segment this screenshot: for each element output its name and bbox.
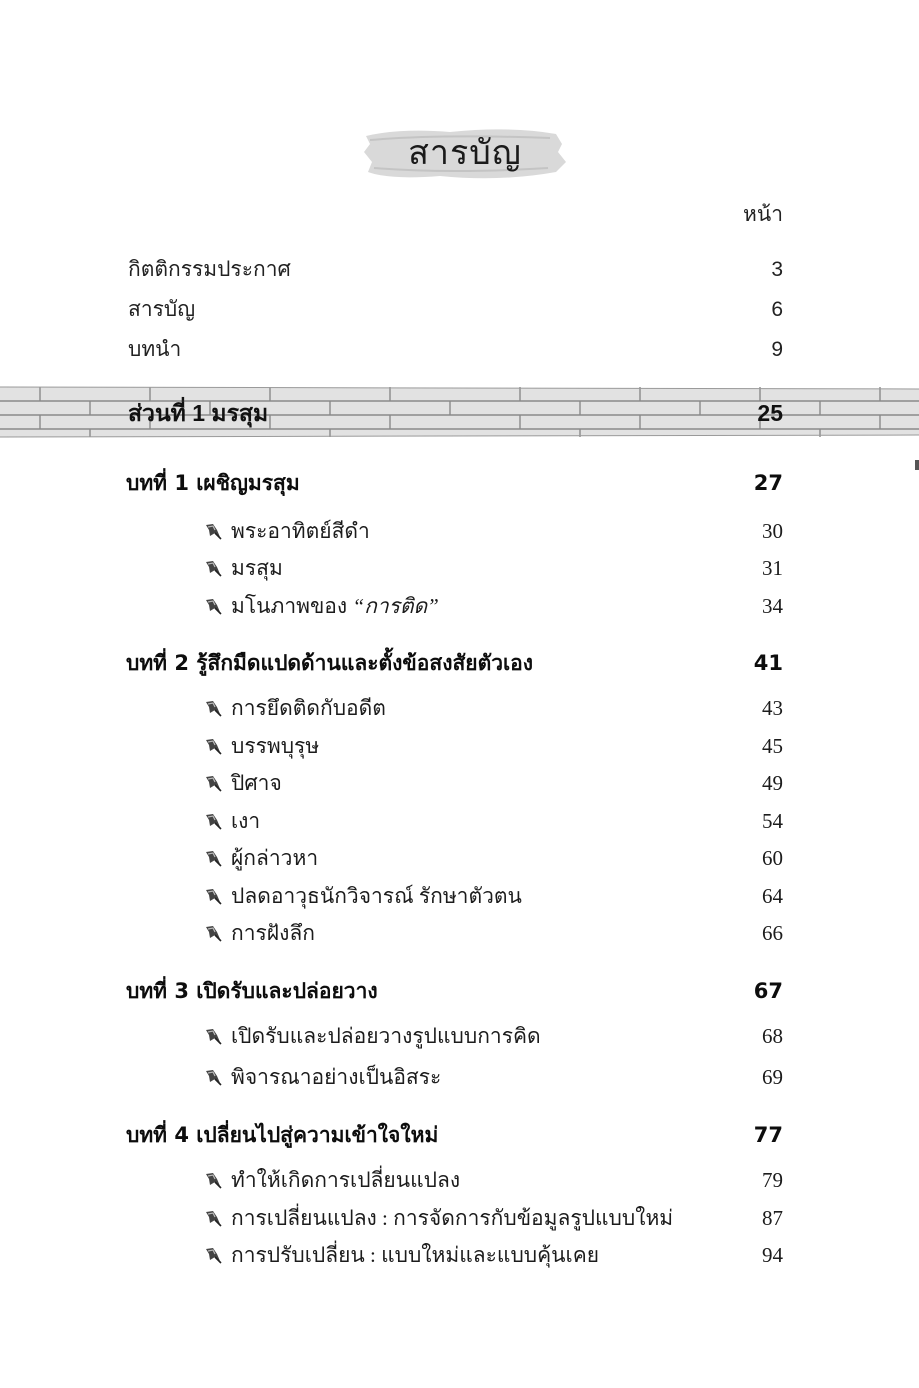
toc-section-entry[interactable] (0, 589, 919, 623)
chapter-label: บทที่ 4 เปลี่ยนไปสู่ความเข้าใจใหม่ (126, 1123, 439, 1147)
page-edge-mark (915, 460, 919, 470)
section-label-plain: มโนภาพของ (231, 594, 353, 618)
toc-section-entry[interactable] (0, 691, 919, 725)
section-page: 68 (762, 1024, 783, 1048)
toc-entry-label: สารบัญ (128, 298, 196, 321)
section-page: 45 (762, 734, 783, 758)
toc-entry-page: 9 (771, 338, 783, 361)
section-page: 60 (762, 846, 783, 870)
section-label: ปลดอาวุธนักวิจารณ์ รักษาตัวตน (231, 884, 522, 908)
section-label: พิจารณาอย่างเป็นอิสระ (231, 1065, 442, 1089)
toc-section-entry[interactable] (0, 1201, 919, 1235)
section-page: 87 (762, 1206, 783, 1230)
pushpin-icon (203, 597, 223, 615)
toc-section-entry[interactable] (0, 879, 919, 913)
section-label: การปรับเปลี่ยน : แบบใหม่และแบบคุ้นเคย (231, 1243, 600, 1267)
pushpin-icon (203, 559, 223, 577)
toc-entry[interactable] (0, 253, 919, 287)
pushpin-icon (203, 924, 223, 942)
chapter-page: 77 (753, 1123, 783, 1147)
section-page: 31 (762, 556, 783, 580)
toc-section-entry[interactable] (0, 551, 919, 585)
toc-section-entry[interactable] (0, 1238, 919, 1272)
section-page: 64 (762, 884, 783, 908)
chapter-label: บทที่ 3 เปิดรับและปล่อยวาง (126, 979, 378, 1003)
section-page: 34 (762, 594, 783, 618)
toc-section-entry[interactable] (0, 1163, 919, 1197)
section-page: 43 (762, 696, 783, 720)
pushpin-icon (203, 522, 223, 540)
section-page: 69 (762, 1065, 783, 1089)
pushpin-icon (203, 737, 223, 755)
pushpin-icon (203, 1246, 223, 1264)
toc-entry-label: กิตติกรรมประกาศ (128, 258, 291, 281)
chapter-label: บทที่ 2 รู้สึกมืดแปดด้านและตั้งข้อสงสัยตัวเอง (126, 651, 534, 675)
toc-entry[interactable] (0, 333, 919, 367)
section-label: การยึดติดกับอดีต (231, 696, 386, 720)
toc-entry-label: บทนำ (128, 338, 182, 361)
toc-entry[interactable] (0, 293, 919, 327)
section-page: 54 (762, 809, 783, 833)
toc-entry-page: 3 (771, 258, 783, 281)
toc-section-entry[interactable] (0, 1019, 919, 1053)
pushpin-icon (203, 812, 223, 830)
part-page: 25 (757, 400, 783, 426)
section-label: การฝังลึก (231, 921, 315, 945)
page-column-header: หน้า (743, 202, 783, 226)
toc-entry-page: 6 (771, 298, 783, 321)
toc-chapter-entry[interactable] (0, 974, 919, 1008)
toc-section-entry[interactable] (0, 729, 919, 763)
section-label: เปิดรับและปล่อยวางรูปแบบการคิด (231, 1024, 541, 1048)
pushpin-icon (203, 1209, 223, 1227)
section-page: 79 (762, 1168, 783, 1192)
pushpin-icon (203, 1171, 223, 1189)
toc-chapter-entry[interactable] (0, 1118, 919, 1152)
page-title: สารบัญ (408, 134, 522, 172)
chapter-page: 27 (753, 471, 783, 495)
chapter-label: บทที่ 1 เผชิญมรสุม (126, 471, 300, 495)
pushpin-icon (203, 849, 223, 867)
pushpin-icon (203, 887, 223, 905)
part-label: ส่วนที่ 1 มรสุม (128, 400, 269, 426)
section-label: ทำให้เกิดการเปลี่ยนแปลง (231, 1168, 461, 1192)
section-page: 49 (762, 771, 783, 795)
chapter-page: 67 (753, 979, 783, 1003)
chapter-page: 41 (753, 651, 783, 675)
section-page: 94 (762, 1243, 783, 1267)
section-label: มรสุม (231, 556, 283, 580)
section-label: ผู้กล่าวหา (231, 846, 319, 870)
section-label: พระอาทิตย์สีดำ (231, 519, 370, 543)
pushpin-icon (203, 1027, 223, 1045)
section-label-italic: “การติด” (352, 594, 439, 618)
toc-chapter-entry[interactable] (0, 646, 919, 680)
toc-section-entry[interactable] (0, 804, 919, 838)
pushpin-icon (203, 699, 223, 717)
section-label: ปิศาจ (231, 771, 282, 795)
section-page: 66 (762, 921, 783, 945)
toc-section-entry[interactable] (0, 1060, 919, 1094)
section-label: การเปลี่ยนแปลง : การจัดการกับข้อมูลรูปแบบใหม่ (231, 1206, 674, 1230)
toc-part-entry[interactable] (0, 396, 919, 430)
toc-section-entry[interactable] (0, 841, 919, 875)
section-label (231, 589, 439, 623)
toc-section-entry[interactable] (0, 766, 919, 800)
pushpin-icon (203, 774, 223, 792)
toc-section-entry[interactable] (0, 916, 919, 950)
section-label: เงา (231, 809, 261, 833)
section-page: 30 (762, 519, 783, 543)
toc-chapter-entry[interactable] (0, 466, 919, 500)
toc-section-entry[interactable] (0, 514, 919, 548)
pushpin-icon (203, 1068, 223, 1086)
section-label: บรรพบุรุษ (231, 734, 320, 758)
